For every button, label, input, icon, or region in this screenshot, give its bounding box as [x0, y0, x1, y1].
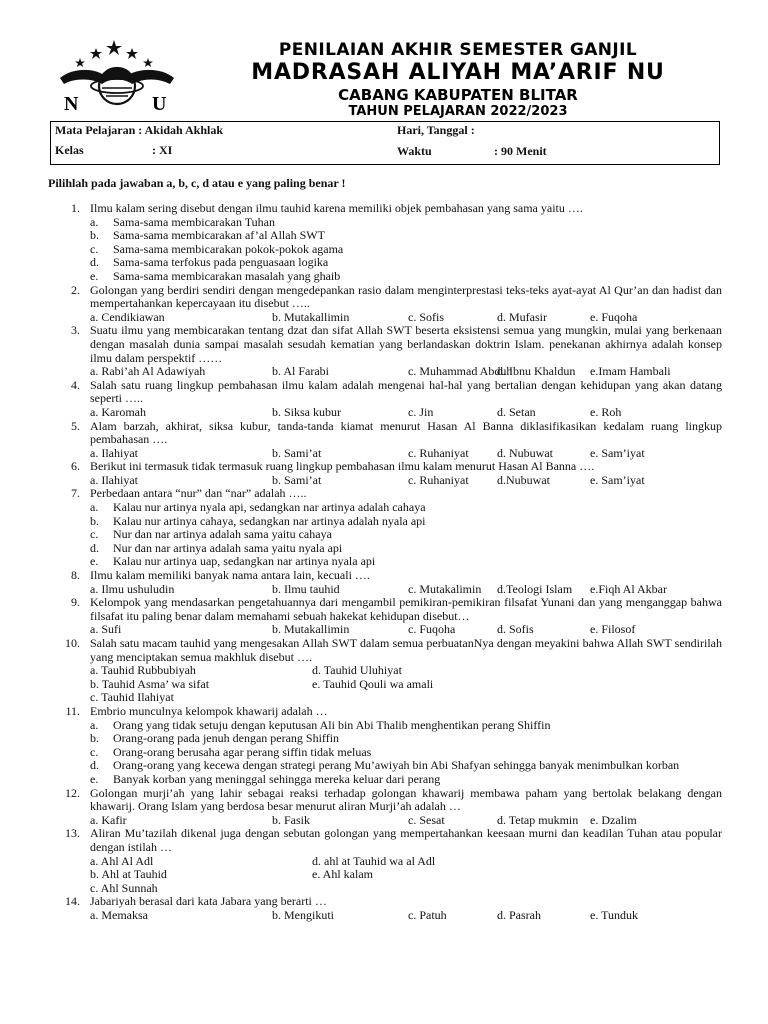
class-value: : XI [152, 143, 173, 157]
answer-option[interactable]: a. Kafir [90, 812, 127, 827]
option-text: Banyak korban yang meninggal sehingga mereka keluar dari perang [113, 771, 441, 786]
option-letter: d. [90, 255, 99, 270]
answer-option[interactable] [0, 555, 768, 569]
answer-option-row [0, 678, 768, 692]
answer-option[interactable]: e.Fiqh Al Akbar [590, 581, 667, 596]
subject-label: Mata Pelajaran : Akidah Akhlak [55, 123, 224, 137]
answer-option[interactable]: b. Tauhid Asma’ wa sifat [90, 676, 210, 691]
option-text: Orang yang tidak setuju dengan keputusan Ali bin Abi Thalib menghentikan perang Shiffin [113, 717, 551, 732]
question-text: Salah satu ruang lingkup pembahasan ilmu kalam adalah mengenai hal-hal yang bertalian dengan kehidupan yang akan datang seperti ….. [90, 377, 722, 406]
answer-option-row [0, 814, 768, 828]
answer-option[interactable] [0, 759, 768, 773]
answer-option[interactable]: d. Nubuwat [497, 445, 553, 460]
answer-option[interactable]: b. Sami’at [272, 445, 322, 460]
answer-option[interactable] [0, 773, 768, 787]
question-text: Jabariyah berasal dari kata Jabara yang berarti … [90, 894, 327, 909]
option-letter: a. [90, 717, 99, 732]
option-text: Sama-sama membicarakan pokok-pokok agama [113, 241, 344, 256]
answer-option-row [0, 583, 768, 597]
answer-option[interactable]: d. Sofis [497, 622, 534, 637]
option-letter: c. [90, 241, 99, 256]
answer-option[interactable]: e. Sam’iyat [590, 472, 645, 487]
option-text: Orang-orang pada jenuh dengan perang Shiffin [113, 731, 340, 746]
question-text: Suatu ilmu yang membicarakan tentang dzat dan sifat Allah SWT beserta eksistensi semua yang mungkin, mulai yang berkenaan dengan masalah dunia sampai masalah sesudah kematian yang berlandaskan doktrin Islam. penekanan akhirnya adalah konsep ilmu dalam perspektif …… [90, 323, 722, 365]
question-item [0, 569, 768, 596]
option-text: Orang-orang berusaha agar perang siffin tidak meluas [113, 744, 372, 759]
option-letter: e. [90, 554, 99, 569]
answer-option[interactable]: d. Pasrah [497, 907, 541, 922]
option-letter: e. [90, 268, 99, 283]
academic-year: TAHUN PELAJARAN 2022/2023 [348, 104, 568, 119]
question-number: 5. [71, 418, 80, 433]
question-text: Berikut ini termasuk tidak termasuk ruang lingkup pembahasan ilmu kalam menurut Hasan Al Banna …. [90, 459, 595, 474]
option-letter: b. [90, 513, 99, 528]
option-letter: d. [90, 540, 99, 555]
question-text: Ilmu kalam sering disebut dengan ilmu tauhid karena memiliki objek pembahasan yang sama yaitu …. [90, 201, 583, 215]
question-item [0, 324, 768, 378]
answer-option[interactable]: b. Mutakallimin [272, 309, 350, 324]
answer-option[interactable]: a. Ahl Al Adl [90, 853, 154, 868]
question-list [0, 202, 768, 922]
question-item [0, 827, 768, 895]
option-text: Sama-sama terfokus pada penguasaan logika [113, 255, 329, 270]
answer-option[interactable]: c. Sesat [408, 812, 445, 827]
option-text: Kalau nur artinya uap, sedangkan nar artinya nyala api [113, 554, 376, 569]
answer-option[interactable]: b. Mutakallimin [272, 622, 350, 637]
answer-option-row [0, 365, 768, 379]
answer-option[interactable]: a. Sufi [90, 622, 122, 637]
answer-option[interactable]: c. Patuh [408, 907, 447, 922]
answer-option[interactable]: d.Teologi Islam [497, 581, 573, 596]
question-text: Salah satu macam tauhid yang mengesakan Allah SWT dalam semua perbuatanNya dengan meyakini bahwa Allah SWT sendirilah yang menciptakan semua makhluk disebut …. [90, 636, 722, 664]
option-letter: e. [90, 771, 99, 786]
answer-option[interactable]: a. Ilmu ushuludin [90, 581, 175, 596]
answer-option[interactable] [0, 528, 768, 542]
time-label: Waktu [397, 144, 432, 158]
option-letter: b. [90, 731, 99, 746]
answer-option[interactable]: a. Ilahiyat [90, 472, 138, 487]
answer-option[interactable]: b. Mengikuti [272, 907, 334, 922]
question-number: 9. [71, 595, 80, 610]
question-number: 4. [71, 377, 80, 392]
option-text: Nur dan nar artinya adalah sama yaitu nyala api [113, 540, 343, 555]
answer-option[interactable]: e.Imam Hambali [590, 364, 671, 379]
answer-option[interactable] [0, 270, 768, 284]
question-text: Kelompok yang mendasarkan pengetahuannya dari mengambil pemikiran-pemikiran filsafat Yunani dan yang menganggap bahwa filsafat itu paling benar dalam memahami sebuah hakekat kehidupan disebut… [90, 595, 722, 623]
answer-option[interactable]: c. Ruhaniyat [408, 472, 469, 487]
answer-option-row [0, 623, 768, 637]
question-item [0, 420, 768, 461]
question-item [0, 596, 768, 637]
question-number: 3. [71, 323, 80, 338]
exam-titles [178, 40, 738, 119]
answer-option-row [0, 691, 768, 705]
question-item [0, 487, 768, 569]
answer-option[interactable]: e. Dzalim [590, 812, 637, 827]
question-number: 6. [71, 459, 80, 474]
date-label: Hari, Tanggal : [397, 123, 475, 137]
question-item [0, 379, 768, 420]
time-value: : 90 Menit [494, 144, 547, 158]
answer-option[interactable] [0, 746, 768, 760]
exam-title: PENILAIAN AKHIR SEMESTER GANJIL [278, 40, 638, 60]
answer-option[interactable]: a. Karomah [90, 404, 146, 419]
answer-option[interactable]: a. Memaksa [90, 907, 148, 922]
option-text: Orang-orang yang kecewa dengan strategi perang Mu’awiyah bin Abi Shafyan sehingga banyak menimbulkan korban [113, 758, 680, 773]
answer-option[interactable]: c. Muhammad Abduh [408, 364, 513, 379]
question-item [0, 787, 768, 828]
answer-option[interactable]: c. Sofis [408, 309, 444, 324]
question-number: 8. [71, 568, 80, 583]
answer-option-row [0, 868, 768, 882]
answer-option[interactable] [0, 542, 768, 556]
answer-option[interactable] [0, 501, 768, 515]
answer-option[interactable]: d. Tauhid Uluhiyat [312, 663, 402, 678]
option-letter: a. [90, 500, 99, 515]
answer-option-row [0, 311, 768, 325]
answer-option-row [0, 664, 768, 678]
answer-option[interactable]: e. Sam’iyat [590, 445, 645, 460]
answer-option[interactable]: c. Tauhid Ilahiyat [90, 690, 174, 705]
question-item [0, 202, 768, 284]
answer-option[interactable]: b. Ahl at Tauhid [90, 867, 167, 882]
option-letter: c. [90, 527, 99, 542]
question-text: Embrio munculnya kelompok khawarij adalah … [90, 703, 328, 718]
answer-option[interactable]: d. ahl at Tauhid wa al Adl [312, 853, 436, 868]
answer-option-row [0, 474, 768, 488]
answer-option[interactable]: c. Jin [408, 404, 434, 419]
answer-option[interactable]: c. Ruhaniyat [408, 445, 469, 460]
answer-option[interactable]: c. Ahl Sunnah [90, 880, 158, 895]
question-item [0, 705, 768, 787]
answer-option[interactable]: c. Fuqoha [408, 622, 456, 637]
answer-option[interactable]: d. Ibnu Khaldun [497, 364, 576, 379]
option-letter: a. [90, 214, 99, 229]
answer-option[interactable]: a. Tauhid Rubbubiyah [90, 663, 196, 678]
answer-option[interactable] [0, 256, 768, 270]
answer-option[interactable]: d. Setan [497, 404, 536, 419]
answer-option[interactable]: a. Rabi’ah Al Adawiyah [90, 364, 206, 379]
instruction: Pilihlah pada jawaban a, b, c, d atau e yang paling benar ! [48, 176, 346, 190]
branch-name: CABANG KABUPATEN BLITAR [338, 86, 578, 104]
question-text: Alam barzah, akhirat, siksa kubur, tanda-tanda kiamat menurut Hasan Al Banna diklasifikasikan kedalam ruang lingkup pembahasan …. [90, 418, 722, 447]
option-text: Sama-sama membicarakan Tuhan [113, 214, 275, 229]
question-item [0, 460, 768, 487]
option-text: Kalau nur artinya nyala api, sedangkan nar artinya adalah cahaya [113, 500, 426, 515]
answer-option-row [0, 447, 768, 461]
answer-option-row [0, 855, 768, 869]
option-text: Sama-sama membicarakan masalah yang ghaib [113, 268, 341, 283]
answer-option-row [0, 882, 768, 896]
question-item [0, 637, 768, 705]
answer-option[interactable]: d. Tetap mukmin [497, 812, 579, 827]
answer-option[interactable]: e. Tauhid Qouli wa amali [312, 676, 434, 691]
exam-header [0, 0, 768, 120]
answer-option[interactable]: b. Al Farabi [272, 364, 329, 379]
question-text: Aliran Mu’tazilah dikenal juga dengan sebutan golongan yang mempertahankan keesaan murni dan keadilan Tuhan atau popular dengan istilah … [90, 826, 722, 854]
answer-option[interactable] [0, 515, 768, 529]
answer-option[interactable]: d. Mufasir [497, 309, 547, 324]
option-letter: c. [90, 744, 99, 759]
answer-option[interactable]: e. Ahl kalam [312, 867, 373, 882]
logo-letter-u: U [152, 93, 167, 115]
question-text: Golongan murji’ah yang lahir sebagai reaksi terhadap golongan khawarij membawa paham yang bertolak belakang dengan khawarij. Orang Islam yang berdosa besar menurut aliran Murji’ah adalah … [90, 785, 722, 814]
answer-option[interactable] [0, 229, 768, 243]
answer-option[interactable] [0, 732, 768, 746]
question-item [0, 284, 768, 325]
answer-option-row [0, 406, 768, 420]
question-number: 10. [65, 636, 80, 650]
question-text: Perbedaan antara “nur” dan “nar” adalah ….. [90, 486, 307, 501]
class-label: Kelas [55, 143, 84, 157]
logo-letter-n: N [64, 93, 79, 115]
question-number: 7. [71, 486, 80, 501]
nu-logo-icon [52, 38, 182, 116]
question-text: Ilmu kalam memiliki banyak nama antara lain, kecuali …. [90, 568, 370, 583]
answer-option[interactable]: a. Ilahiyat [90, 445, 138, 460]
answer-option[interactable]: e. Filosof [590, 622, 636, 637]
answer-option[interactable] [0, 216, 768, 230]
question-number: 13. [65, 826, 80, 841]
option-letter: d. [90, 758, 99, 773]
answer-option[interactable] [0, 243, 768, 257]
answer-option[interactable]: b. Ilmu tauhid [272, 581, 340, 596]
question-number: 2. [71, 282, 80, 297]
question-number: 11. [65, 703, 80, 718]
answer-option[interactable]: d.Nubuwat [497, 472, 550, 487]
question-number: 14. [65, 894, 80, 909]
answer-option[interactable] [0, 719, 768, 733]
question-text: Golongan yang berdiri sendiri dengan mengedepankan rasio dalam menginterprestasi teks-teks ayat-ayat Al Qur’an dan hadist dan mempertahankan kepercayaan itu disebut ….. [90, 282, 722, 311]
option-text: Kalau nur artinya cahaya, sedangkan nar artinya adalah nyala api [113, 513, 426, 528]
exam-info-box [50, 121, 720, 165]
question-item [0, 895, 768, 922]
answer-option[interactable]: e. Tunduk [590, 907, 639, 922]
answer-option[interactable]: b. Fasik [272, 812, 311, 827]
answer-option-row [0, 909, 768, 923]
school-name: MADRASAH ALIYAH MA’ARIF NU [251, 60, 665, 85]
option-text: Sama-sama membicarakan af’al Allah SWT [113, 228, 325, 243]
option-letter: b. [90, 228, 99, 243]
answer-option[interactable]: e. Roh [590, 404, 622, 419]
answer-option[interactable]: c. Mutakalimin [408, 581, 482, 596]
question-number: 1. [71, 201, 80, 215]
answer-option[interactable]: e. Fuqoha [590, 309, 638, 324]
answer-option[interactable]: b. Siksa kubur [272, 404, 341, 419]
answer-option[interactable]: b. Sami’at [272, 472, 322, 487]
option-text: Nur dan nar artinya adalah sama yaitu cahaya [113, 527, 332, 542]
question-number: 12. [65, 785, 80, 800]
answer-option[interactable]: a. Cendikiawan [90, 309, 165, 324]
